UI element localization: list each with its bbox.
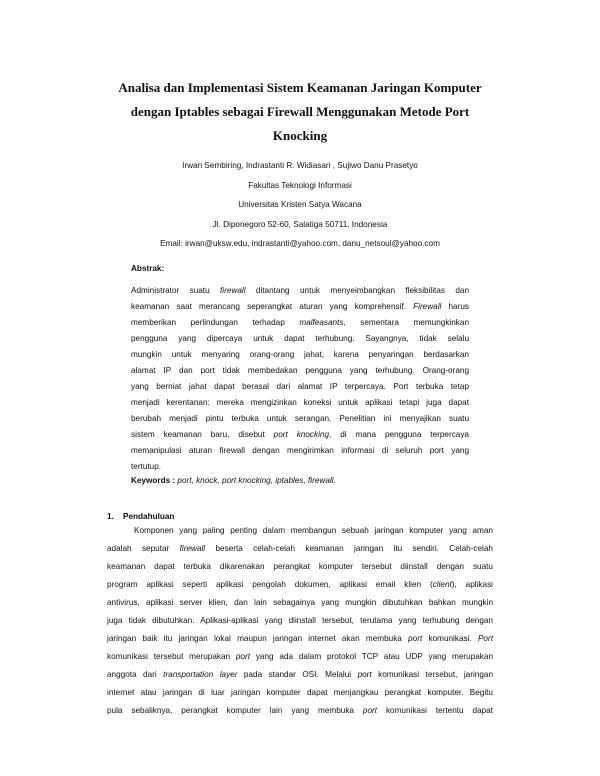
italic-term: malfeasants [299, 318, 344, 327]
section-title: Pendahuluan [123, 512, 175, 521]
title-line: dengan Iptables sebagai Firewall Menggunakan Metode Port [130, 104, 470, 119]
text-line: berubah menjadi pintu terbuka untuk serangan. Penelitian ini menyajikan suatu [131, 414, 469, 423]
italic-term: Firewall [413, 302, 442, 311]
section-heading [107, 512, 174, 521]
author-faculty: Fakultas Teknologi Informasi [248, 180, 352, 190]
abstract-body [131, 283, 469, 475]
text-line: pengguna yang dipercaya untuk dapat terhubung. Sayangnya, tidak selalu [131, 334, 469, 343]
title-line: Analisa dan Implementasi Sistem Keamanan Jaringan Komputer [118, 80, 482, 95]
italic-term: transportation layer [163, 670, 238, 679]
italic-term: port knocking [273, 430, 330, 439]
keywords-line [131, 476, 336, 485]
text-line: adalah seputar firewall beserta celah-celah keamanan jaringan itu sendiri. Celah-celah [107, 544, 493, 553]
author-university: Universitas Kristen Satya Wacana [238, 200, 362, 209]
keywords-label: Keywords : [131, 476, 176, 485]
abstract-heading: Abstrak: [131, 264, 165, 273]
italic-term: firewall [179, 544, 206, 553]
text-line: Komponen yang paling penting dalam membangun sebuah jaringan komputer yang aman [134, 526, 493, 535]
text-line: pula sebaliknya, perangkat komputer lain yang membuka port komunikasi tertentu dapat [107, 706, 494, 715]
author-block [90, 156, 510, 254]
author-names: Irwan Sembiring, Indrastanti R. Widiasari , Sujiwo Danu Prasetyo [182, 161, 418, 170]
text-line: yang berniat jahat dapat berasal dari alamat IP terpercaya. Port terbuka tetap [131, 382, 469, 391]
text-line: memanipulasi aturan firewall dengan mengirimkan informasi di seluruh port yang [131, 446, 469, 455]
text-line: juga tidak dibutuhkan. Aplikasi-aplikasi yang diinstall tersebut, terutama yang terhubung dengan [107, 616, 493, 625]
title-line: Knocking [272, 128, 328, 143]
italic-term: Port [477, 634, 493, 643]
italic-term: client [432, 580, 452, 589]
text-line: tertutup. [131, 462, 162, 471]
author-email: Email: irwan@uksw.edu, indrastanti@yahoo.com, danu_netsoul@yahoo.com [160, 239, 440, 248]
section-body [107, 522, 493, 720]
text-line: internet atau jaringan di luar jaringan komputer dapat menjangkau perangkat komputer. Begitu [107, 688, 493, 697]
paper-title [90, 76, 510, 148]
italic-term: port [362, 706, 378, 715]
italic-term: port [235, 652, 251, 661]
text-line: keamanan saat merancang seperangkat aturan yang komprehensif. Firewall harus [131, 302, 469, 311]
text-line: anggota dari transportation layer pada standar OSI. Melalui port komunikasi tersebut, jaringan [107, 670, 493, 679]
text-line: memberikan perlindungan terhadap malfeasants, sementara memungkinkan [131, 318, 470, 327]
text-line: keamanan dapat terbuka dikarenakan perangkat komputer tersebut diinstall dengan suatu [107, 562, 493, 571]
text-line: antivirus, aplikasi server klien, dan lain sebagainya yang mungkin dibutuhkan bahkan mungkin [107, 598, 493, 607]
italic-term: port [357, 670, 372, 679]
text-line: jaringan baik itu jaringan lokal maupun jaringan internet akan membuka port komunikasi. Port [107, 634, 493, 643]
text-line: menjadi kerentanan: mereka mengizinkan koneksi untuk aplikasi tetapi juga dapat [131, 398, 469, 407]
author-address: Jl. Diponegoro 52-60, Salatiga 50711, Indonesia [212, 219, 388, 229]
text-line: program aplikasi seperti aplikasi pengolah dokumen, aplikasi email klien (client), aplikasi [107, 580, 493, 589]
text-line: Administrator suatu firewall ditantang untuk menyeimbangkan fleksibilitas dan [131, 286, 470, 295]
text-line: mungkin untuk menyaring orang-orang jahat, karena penyaringan berdasarkan [131, 350, 469, 359]
keywords-value: port, knock, port knocking, iptables, firewall. [175, 476, 336, 485]
text-line: komunikasi tersebut merupakan port yang ada dalam protokol TCP atau UDP yang merupakan [107, 652, 493, 661]
italic-term: port [408, 634, 423, 643]
section-number: 1. [107, 512, 114, 521]
text-line: alamat IP dan port tidak membedakan pengguna yang terhubung. Orang-orang [131, 366, 469, 375]
italic-term: firewall [220, 286, 246, 295]
text-line: sistem keamanan baru, disebut port knocking, di mana pengguna terpercaya [131, 430, 469, 439]
